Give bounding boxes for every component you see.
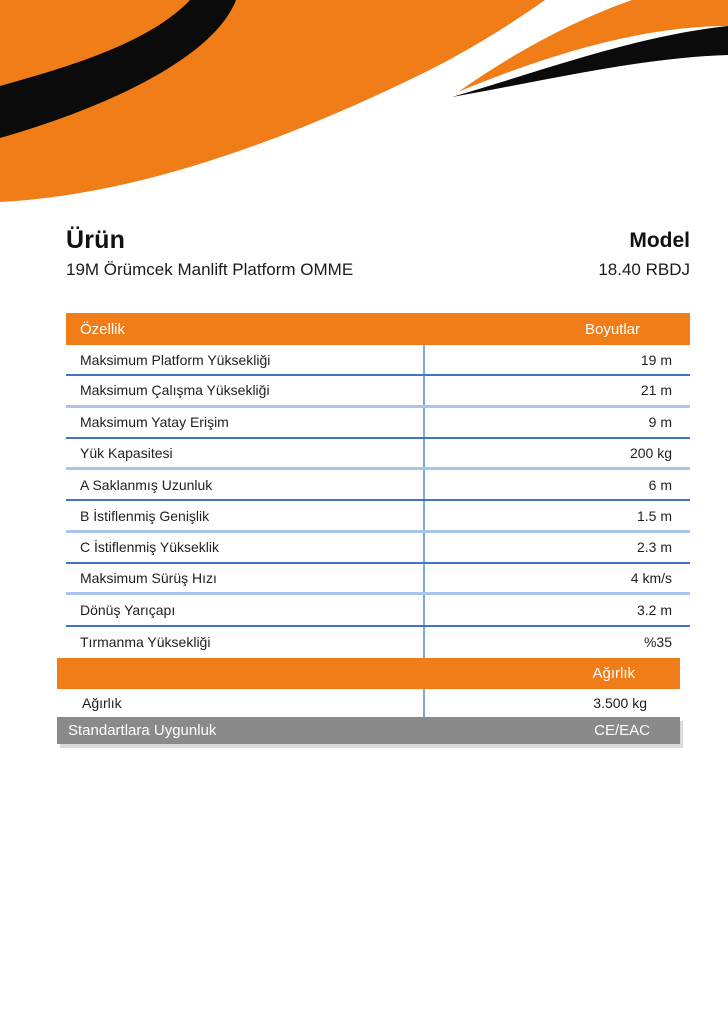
standards-value: CE/EAC: [594, 722, 650, 739]
spec-label: Tırmanma Yüksekliği: [80, 634, 211, 651]
table-row: [66, 564, 690, 595]
spec-label: A Saklanmış Uzunluk: [80, 476, 213, 493]
top-wave-graphic: [0, 0, 728, 210]
spec-value: 3.2 m: [423, 595, 690, 624]
weight-section: [57, 658, 680, 744]
dimensions-column-header: Boyutlar: [584, 320, 640, 338]
spec-value: 19 m: [423, 345, 690, 374]
table-row: [66, 627, 690, 658]
spec-value: %35: [423, 627, 690, 658]
weight-column-header: Ağırlık: [592, 665, 635, 682]
spec-value: 3.500 kg: [423, 689, 680, 717]
spec-label: Yük Kapasitesi: [80, 445, 173, 462]
spec-label: Maksimum Sürüş Hızı: [80, 570, 217, 587]
product-label: Ürün: [66, 226, 126, 254]
table-header-band: [66, 313, 690, 345]
spec-label: Maksimum Çalışma Yüksekliği: [80, 382, 270, 399]
spec-value: 6 m: [423, 470, 690, 499]
standards-bar: [57, 717, 680, 744]
table-row: [66, 595, 690, 626]
table-row: [66, 533, 690, 564]
table-row: [66, 345, 690, 376]
weight-header-band: [57, 658, 680, 689]
product-name: 19M Örümcek Manlift Platform OMME: [66, 260, 354, 279]
spec-label: Dönüş Yarıçapı: [80, 602, 176, 619]
spec-value: 9 m: [423, 408, 690, 437]
table-row: [66, 470, 690, 501]
model-value: 18.40 RBDJ: [598, 260, 690, 279]
table-row: [66, 376, 690, 407]
spec-table: [66, 313, 690, 658]
model-label: Model: [629, 229, 690, 252]
spec-label: Maksimum Platform Yüksekliği: [80, 351, 271, 368]
document-header: [66, 226, 690, 280]
spec-label: C İstiflenmiş Yükseklik: [80, 539, 220, 556]
spec-value: 1.5 m: [423, 501, 690, 529]
spec-label: Ağırlık: [82, 695, 122, 711]
spec-value: 21 m: [423, 376, 690, 404]
feature-column-header: Özellik: [80, 320, 126, 338]
spec-rows: [66, 345, 690, 658]
spec-value: 2.3 m: [423, 533, 690, 562]
table-row: [66, 439, 690, 470]
spec-label: B İstiflenmiş Genişlik: [80, 507, 210, 524]
spec-value: 4 km/s: [423, 564, 690, 592]
table-row: [57, 689, 680, 717]
spec-label: Maksimum Yatay Erişim: [80, 414, 229, 431]
standards-label: Standartlara Uygunluk: [68, 722, 217, 739]
spec-value: 200 kg: [423, 439, 690, 467]
table-row: [66, 501, 690, 532]
table-row: [66, 408, 690, 439]
